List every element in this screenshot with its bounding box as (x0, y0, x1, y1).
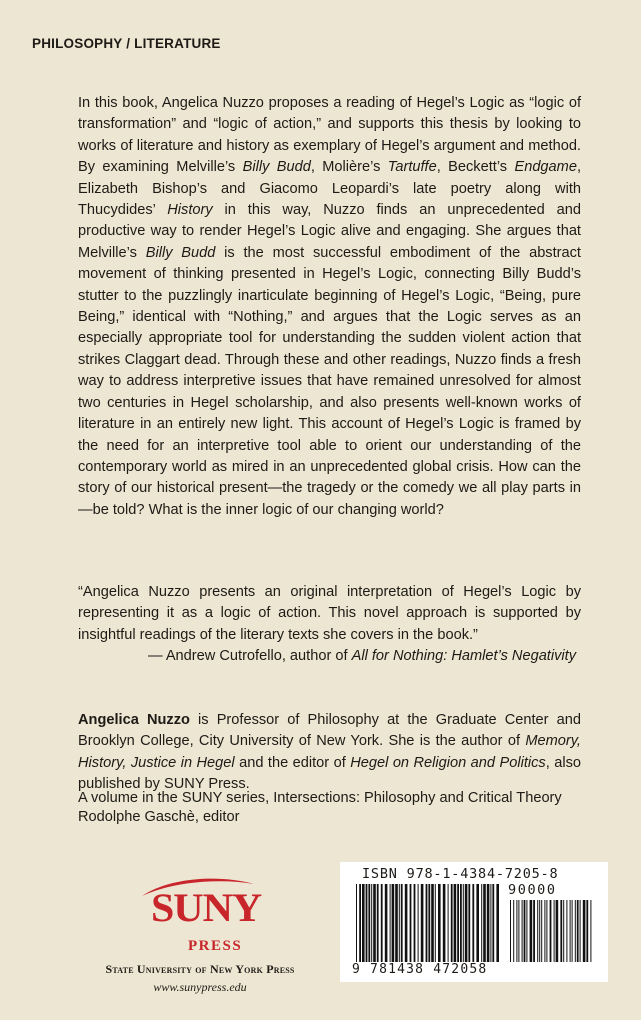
isbn-text: ISBN 978-1-4384-7205-8 (362, 866, 559, 882)
barcode-bar (518, 900, 519, 962)
barcode-bar (533, 900, 535, 962)
author-name: Angelica Nuzzo (78, 712, 190, 728)
barcode-bar (541, 900, 542, 962)
barcode-bar (428, 884, 430, 962)
barcode-bar (468, 884, 470, 962)
barcode-bar (451, 884, 453, 962)
barcode-bar (457, 884, 459, 962)
barcode-bar (539, 900, 540, 962)
barcode-bar (377, 884, 379, 962)
barcode-bar (510, 900, 511, 962)
barcode-bar (371, 884, 372, 962)
barcode-bar (487, 884, 490, 962)
barcode-bar (492, 884, 494, 962)
barcode-bar (554, 900, 555, 962)
barcode-bar (490, 884, 491, 962)
barcode-bar (421, 884, 424, 962)
barcode-bar (575, 900, 576, 962)
bio-title: Memory, History, Justice in Hegel (78, 733, 581, 771)
barcode-bar (426, 884, 428, 962)
barcode-addon-bars (508, 900, 594, 962)
endorsement-quote: “Angelica Nuzzo presents an original interpretation of Hegel’s Logic by representing it as a logic of action. This novel approach is supported by insightful readings of the literary texts she covers in the book.” (78, 584, 581, 643)
book-title: Billy Budd (242, 159, 311, 176)
barcode-bar (544, 900, 545, 962)
barcode-bar (526, 900, 527, 962)
barcode-bar (414, 884, 416, 962)
barcode-bar (563, 900, 564, 962)
book-title: Tartuffe (387, 159, 437, 176)
barcode-bar (356, 884, 357, 962)
barcode-bar (399, 884, 400, 962)
barcode-bar (368, 884, 370, 962)
barcode-bar (570, 900, 571, 962)
barcode-bar (550, 900, 552, 962)
barcode-bar (590, 900, 591, 962)
barcode-bar (435, 884, 436, 962)
barcode-bar (431, 884, 434, 962)
price-code: 90000 (508, 882, 557, 898)
attribution-title: All for Nothing: Hamlet’s Negativity (351, 648, 576, 664)
category-label: PHILOSOPHY / LITERATURE (32, 36, 221, 51)
barcode-bar (513, 900, 514, 962)
barcode-bar (366, 884, 368, 962)
barcode-bar (483, 884, 486, 962)
barcode-bar (392, 884, 395, 962)
barcode-bar (472, 884, 474, 962)
logo-wordmark: SUNY (151, 885, 262, 930)
barcode-bar (556, 900, 559, 962)
blurb-paragraph: In this book, Angelica Nuzzo proposes a reading of Hegel’s Logic as “logic of transformation” and “logic of action,” and supports this thesis by looking to works of literature and history as exemplary of Hegel’s argument and method. By examining Melville’s Billy Budd, Molière’s Tartuffe, Beckett’s Endgame, Elizabeth Bishop’s and Giacomo Leopardi’s late poetry along with Thucydides’ History in this way, Nuzzo finds an unprecedented and productive way to render Hegel’s Logic alive and engaging. She argues that Melville’s Billy Budd is the most successful embodiment of the abstract movement of thinking presented in Hegel’s Logic, connecting Billy Budd’s stutter to the puzzlingly inarticulate beginning of Hegel’s Logic, “Being, pure Being,” identical with “Nothing,” and argues that the Logic serves as an especially appropriate tool for understanding the sudden violent action that strikes Claggart dead. Through these and other readings, Nuzzo finds a fresh way to address interpretive issues that have remained unresolved for almost two centuries in Hegel scholarship, and also presents well-known works of literature in an entirely new light. This account of Hegel’s Logic is framed by the need for an interpretive tool able to orient our understanding of the contemporary world as mired in an unprecedented global crisis. How can the story of our historical present—the tragedy or the comedy we all play parts in—be told? What is the inner logic of our changing world? (78, 95, 582, 518)
publisher-url: www.sunypress.edu (153, 980, 247, 994)
barcode-bar (572, 900, 573, 962)
book-title: Endgame (514, 159, 577, 176)
barcode-bar (560, 900, 562, 962)
barcode-bar (537, 900, 538, 962)
barcode-bar (401, 884, 403, 962)
logo-subword: PRESS (188, 938, 243, 954)
barcode-bar (410, 884, 412, 962)
series-info: A volume in the SUNY series, Intersections: Philosophy and Critical Theory Rodolphe Gaschè, editor (78, 790, 562, 825)
barcode-bar (522, 900, 523, 962)
barcode-bar (390, 884, 391, 962)
publisher-name: State University of New York Press (105, 962, 295, 976)
barcode-digits: 9 781438 472058 (352, 962, 488, 977)
barcode-bar (438, 884, 441, 962)
barcode-bar (577, 900, 579, 962)
isbn-barcode (340, 862, 608, 982)
barcode-bar (583, 900, 586, 962)
barcode-bar (580, 900, 581, 962)
book-title: Billy Budd (145, 244, 216, 261)
barcode-bar (405, 884, 408, 962)
barcode-bar (460, 884, 462, 962)
barcode-bar (516, 900, 517, 962)
barcode-bar (463, 884, 464, 962)
barcode-bar (418, 884, 419, 962)
barcode-bar (496, 884, 499, 962)
barcode-bar (586, 900, 588, 962)
barcode-bar (566, 900, 567, 962)
barcode-main-bars (354, 884, 504, 962)
barcode-bar (443, 884, 446, 962)
barcode-bar (381, 884, 383, 962)
barcode-bar (476, 884, 479, 962)
barcode-bar (454, 884, 457, 962)
author-bio: Angelica Nuzzo is Professor of Philosophy at the Graduate Center and Brooklyn College, City University of New York. She is the author of Memory, History, Justice in Hegel and the editor of Hegel on Religion and Politics, also published by SUNY Press. (78, 712, 582, 793)
barcode-bar (530, 900, 533, 962)
book-title: History (167, 202, 213, 219)
bio-title: Hegel on Religion and Politics (350, 754, 546, 771)
barcode-bar (546, 900, 547, 962)
barcode-bar (385, 884, 388, 962)
barcode-bar (373, 884, 376, 962)
barcode-bar (481, 884, 482, 962)
barcode-bar (465, 884, 468, 962)
endorsement-attribution: — Andrew Cutrofello, author of All for Nothing: Hamlet’s Negativity (147, 648, 576, 664)
barcode-bar (395, 884, 398, 962)
barcode-bar (448, 884, 449, 962)
barcode-bar (359, 884, 361, 962)
barcode-bar (362, 884, 365, 962)
barcode-bar (524, 900, 526, 962)
